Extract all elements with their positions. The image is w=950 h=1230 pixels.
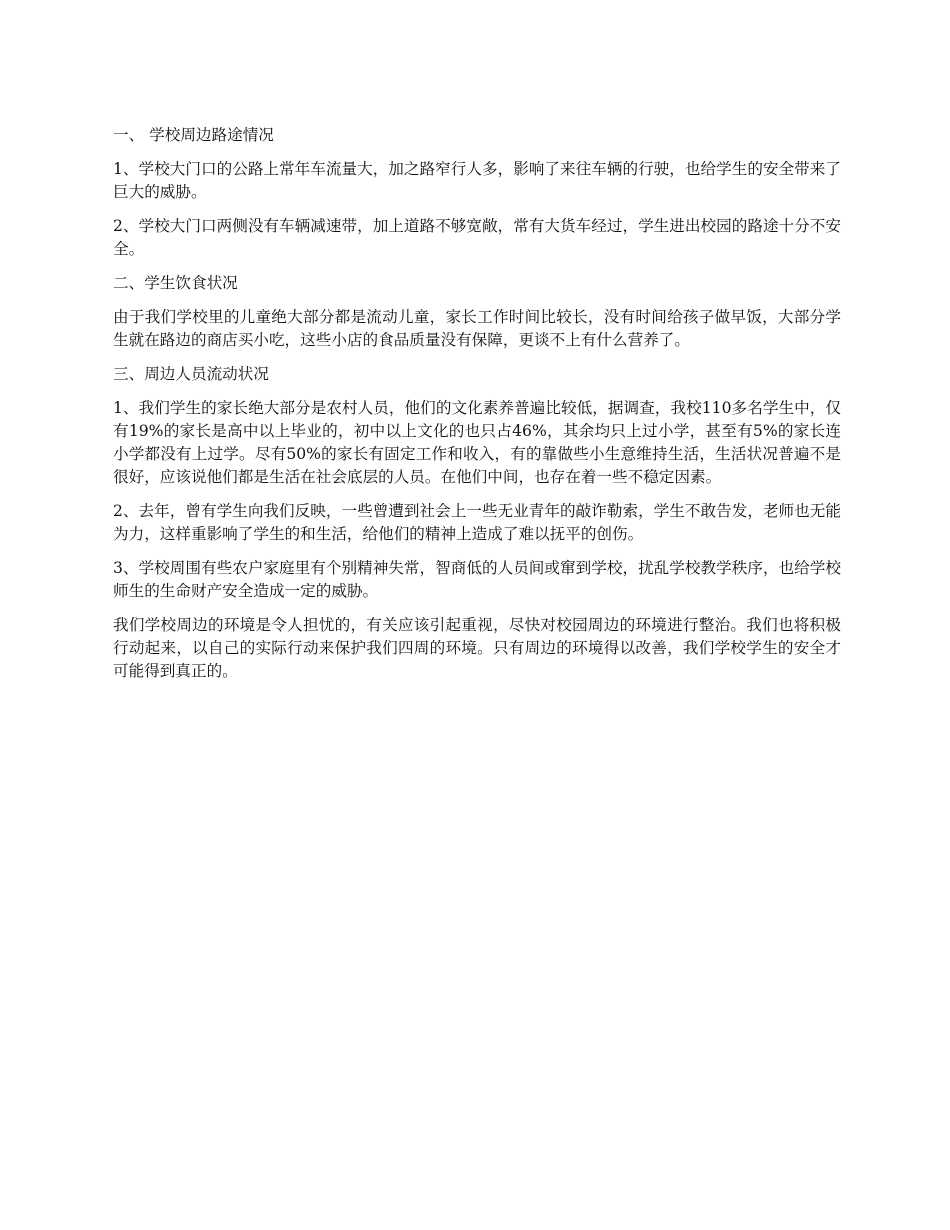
document-body [113, 124, 841, 694]
section-heading-diet: 二、学生饮食状况 [113, 274, 238, 292]
paragraph-conclusion: 我们学校周边的环境是令人担忧的，有关应该引起重视，尽快对校园周边的环境进行整治。我们也将积极行动起来，以自己的实际行动来保护我们四周的环境。只有周边的环境得以改善，我们学校学生的安全才可能得到真正的。 [113, 616, 841, 680]
paragraph-people-extortion: 2、去年，曾有学生向我们反映，一些曾遭到社会上一些无业青年的敲诈勒索，学生不敢告发，老师也无能为力，这样重影响了学生的和生活，给他们的精神上造成了难以抚平的创伤。 [113, 502, 841, 543]
paragraph-diet: 由于我们学校里的儿童绝大部分都是流动儿童，家长工作时间比较长，没有时间给孩子做早饭，大部分学生就在路边的商店买小吃，这些小店的食品质量没有保障，更谈不上有什么营养了。 [113, 308, 841, 349]
section-heading-road: 一、 学校周边路途情况 [113, 126, 274, 144]
section-heading-people: 三、周边人员流动状况 [113, 365, 269, 383]
paragraph-people-disturbance: 3、学校周围有些农户家庭里有个别精神失常，智商低的人员间或窜到学校，扰乱学校教学秩序，也给学校师生的生命财产安全造成一定的威胁。 [113, 559, 841, 600]
paragraph-road-traffic: 1、学校大门口的公路上常年车流量大，加之路窄行人多，影响了来往车辆的行驶，也给学生的安全带来了巨大的威胁。 [113, 160, 841, 201]
paragraph-road-speed-bumps: 2、学校大门口两侧没有车辆减速带，加上道路不够宽敞，常有大货车经过，学生进出校园的路途十分不安全。 [113, 217, 841, 258]
paragraph-people-parents: 1、我们学生的家长绝大部分是农村人员，他们的文化素养普遍比较低，据调查，我校110多名学生中，仅有19%的家长是高中以上毕业的，初中以上文化的也只占46%，其余均只上过小学，甚至有5%的家长连小学都没有上过学。尽有50%的家长有固定工作和收入，有的靠做些小生意维持生活，生活状况普遍不是很好，应该说他们都是生活在社会底层的人员。在他们中间，也存在着一些不稳定因素。 [113, 399, 841, 486]
